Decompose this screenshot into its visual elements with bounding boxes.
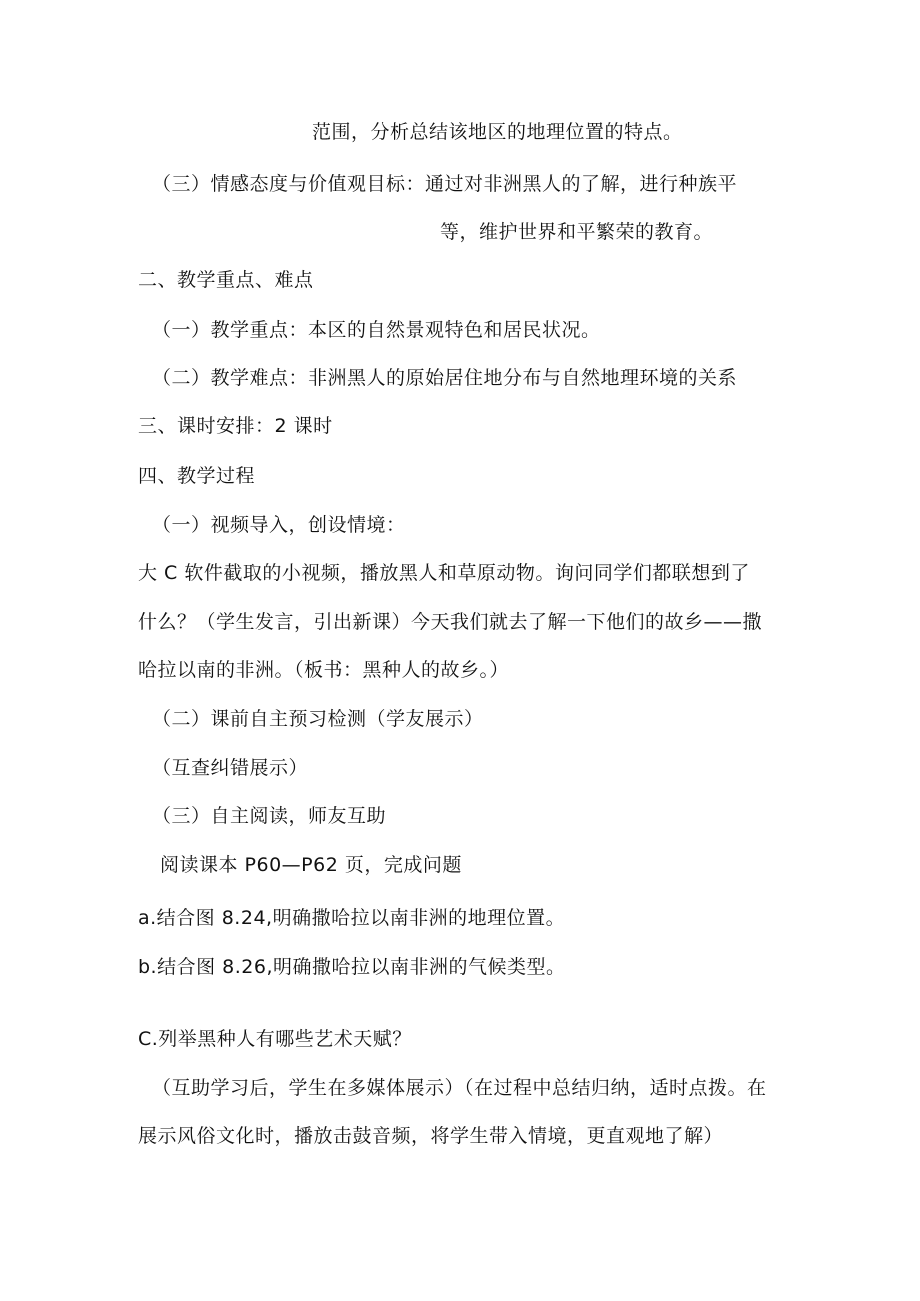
text-line-13: （二）课前自主预习检测（学友展示） [152,708,484,730]
question-b: b.结合图 8.26,明确撒哈拉以南非洲的气候类型。 [138,956,566,978]
text-line-2: （三）情感态度与价值观目标：通过对非洲黑人的了解，进行种族平 [152,173,738,195]
text-line-6: （二）教学难点：非洲黑人的原始居住地分布与自然地理环境的关系 [152,367,738,389]
paragraph-line-4: （互助学习后，学生在多媒体展示）（在过程中总结归纳，适时点拨。在 [152,1077,767,1099]
text-line-14: （互查纠错展示） [152,757,309,779]
paragraph-line-2: 什么？（学生发言，引出新课）今天我们就去了解一下他们的故乡——撒 [138,611,763,633]
text-line-15: （三）自主阅读，师友互助 [152,805,387,827]
section-heading-2: 二、教学重点、难点 [138,269,314,291]
paragraph-line-5: 展示风俗文化时，播放击鼓音频，将学生带入情境，更直观地了解） [138,1125,724,1147]
section-heading-4: 四、教学过程 [138,465,256,487]
paragraph-line-3: 哈拉以南的非洲。（板书：黑种人的故乡。） [138,659,510,681]
text-line-5: （一）教学重点：本区的自然景观特色和居民状况。 [152,319,601,341]
text-line-3: 等，维护世界和平繁荣的教育。 [440,221,714,243]
text-line-9: （一）视频导入，创设情境： [152,514,406,536]
question-a: a.结合图 8.24,明确撒哈拉以南非洲的地理位置。 [138,907,566,929]
text-line-16: 阅读课本 P60—P62 页，完成问题 [160,854,462,876]
section-heading-3: 三、课时安排：2 课时 [138,415,333,437]
paragraph-line-1: 大 C 软件截取的小视频，播放黑人和草原动物。询问同学们都联想到了 [138,562,750,584]
text-line-1: 范围，分析总结该地区的地理位置的特点。 [312,121,683,143]
question-c: C.列举黑种人有哪些艺术天赋？ [138,1028,412,1050]
